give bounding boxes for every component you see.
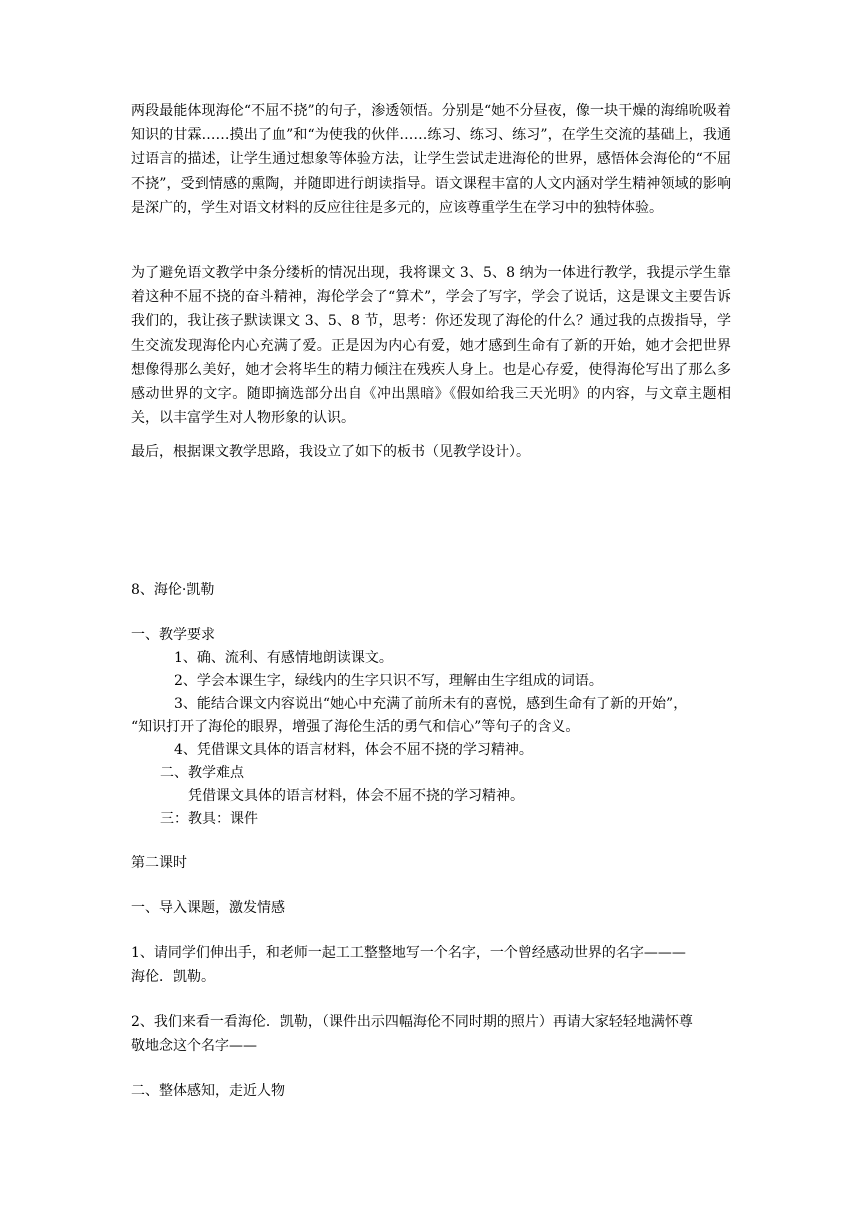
paragraph-reflection-1: 两段最能体现海伦“不屈不挠”的句子，渗透领悟。分别是“她不分昼夜，像一块干燥的海绵吮吸着知识的甘霖……摸出了血”和“为使我的伙伴……练习、练习、练习”，在学生交流的基础上，我通过语言的描述，让学生通过想象等体验方法，让学生尝试走进海伦的世界，感悟体会海伦的“不屈不挠”，受到情感的熏陶，并随即进行朗读指导。语文课程丰富的人文内涵对学生精神领域的影响是深广的，学生对语文材料的反应往往是多元的，应该尊重学生在学习中的独特体验。 xyxy=(131,103,731,216)
step-text: 1、请同学们伸出手，和老师一起工工整整地写一个名字，一个曾经感动世界的名字——— xyxy=(131,945,686,961)
requirement-item-continuation: “知识打开了海伦的眼界，增强了海伦生活的勇气和信心”等句子的含义。 xyxy=(131,719,580,735)
section-heading-requirements: 一、教学要求 xyxy=(131,627,215,643)
step-text: 2、我们来看一看海伦．凯勒，（课件出示四幅海伦不同时期的照片）再请大家轻轻地满怀尊 xyxy=(131,1014,693,1030)
requirement-item: 4、凭借课文具体的语言材料，体会不屈不挠的学习精神。 xyxy=(174,742,533,758)
step-text-continuation: 敬地念这个名字—— xyxy=(131,1038,257,1054)
section-heading-tools: 三：教具：课件 xyxy=(160,811,258,827)
lesson-title: 8、海伦·凯勒 xyxy=(131,582,215,598)
section-heading-difficulty: 二、教学难点 xyxy=(160,765,244,781)
period-heading: 第二课时 xyxy=(131,855,187,871)
step-text-continuation: 海伦．凯勒。 xyxy=(131,969,215,985)
requirement-item: 1、确、流利、有感情地朗读课文。 xyxy=(174,650,393,666)
paragraph-reflection-3: 最后，根据课文教学思路，我设立了如下的板书（见教学设计）。 xyxy=(131,444,530,460)
step-heading-2: 二、整体感知，走近人物 xyxy=(131,1083,285,1099)
requirement-item: 3、能结合课文内容说出“她心中充满了前所未有的喜悦，感到生命有了新的开始”， xyxy=(174,696,688,712)
requirement-item: 2、学会本课生字，绿线内的生字只识不写，理解由生字组成的词语。 xyxy=(174,673,603,689)
step-heading-1: 一、导入课题，激发情感 xyxy=(131,900,285,916)
paragraph-reflection-2: 为了避免语文教学中条分缕析的情况出现，我将课文 3、5、8 纳为一体进行教学，我提示学生靠着这种不屈不挠的奋斗精神，海伦学会了“算术”，学会了写字，学会了说话，这是课文主要告诉我们的，我让孩子默读课文 3、5、8 节，思考：你还发现了海伦的什么？通过我的点拨指导，学生交流发现海伦内心充满了爱。正是因为内心有爱，她才感到生命有了新的开始，她才会把世界想像得那么美好，她才会将毕生的精力倾注在残疾人身上。也是心存爱，使得海伦写出了那么多感动世界的文字。随即摘选部分出自《冲出黑暗》《假如给我三天光明》的内容，与文章主题相关，以丰富学生对人物形象的认识。 xyxy=(131,265,731,427)
difficulty-text: 凭借课文具体的语言材料，体会不屈不挠的学习精神。 xyxy=(188,788,524,804)
